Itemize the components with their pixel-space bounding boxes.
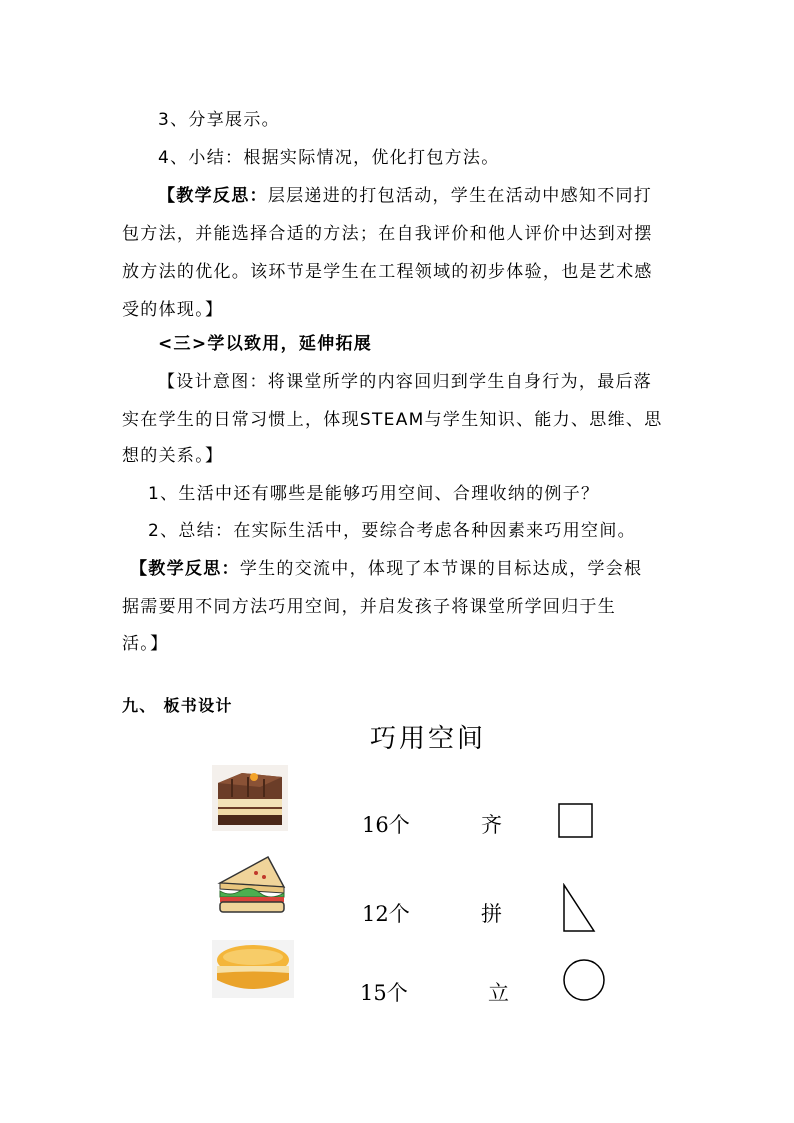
step-4: 4、小结：根据实际情况，优化打包方法。: [158, 148, 500, 168]
reflection-1-line-4: 受的体现。】: [122, 300, 224, 320]
reflection-2-line-2: 据需要用不同方法巧用空间，并启发孩子将课堂所学回归于生: [122, 597, 617, 617]
reflection-1-line-1: [158, 186, 652, 206]
row-count: 16个: [362, 813, 410, 837]
section-heading: 九、 板书设计: [122, 696, 233, 715]
design-intent-line-1: 【设计意图：将课堂所学的内容回归到学生自身行为，最后落: [158, 372, 653, 392]
triangle-icon: [562, 883, 596, 933]
question-2: 2、总结：在实际生活中，要综合考虑各种因素来巧用空间。: [148, 521, 636, 541]
reflection-label: 【教学反思：: [158, 186, 268, 206]
step-3: 3、分享展示。: [158, 110, 280, 130]
question-1: 1、生活中还有哪些是能够巧用空间、合理收纳的例子？: [148, 484, 600, 504]
reflection-text: 学生的交流中，体现了本节课的目标达成，学会根: [239, 559, 643, 579]
design-intent-line-2: 实在学生的日常习惯上，体现STEAM与学生知识、能力、思维、思: [122, 410, 663, 430]
reflection-2-line-3: 活。】: [122, 634, 169, 654]
reflection-2-line-1: [130, 559, 642, 579]
board-title: 巧用空间: [370, 724, 487, 754]
cake-icon: [212, 765, 288, 831]
reflection-1-line-3: 放方法的优化。该环节是学生在工程领域的初步体验，也是艺术感: [122, 262, 653, 282]
reflection-1-line-2: 包方法，并能选择合适的方法；在自我评价和他人评价中达到对摆: [122, 224, 653, 244]
burger-icon: [212, 940, 294, 998]
reflection-text: 层层递进的打包活动，学生在活动中感知不同打: [267, 186, 653, 206]
design-intent-line-3: 想的关系。】: [122, 446, 224, 466]
subheading: <三>学以致用，延伸拓展: [158, 334, 373, 354]
circle-icon: [562, 958, 606, 1002]
row-method: 拼: [481, 902, 502, 926]
row-method: 齐: [481, 813, 502, 837]
row-count: 15个: [360, 981, 408, 1005]
row-method: 立: [488, 981, 509, 1005]
row-count: 12个: [362, 902, 410, 926]
square-icon: [558, 803, 594, 839]
reflection-label: 【教学反思：: [130, 559, 240, 579]
sandwich-icon: [216, 853, 288, 915]
